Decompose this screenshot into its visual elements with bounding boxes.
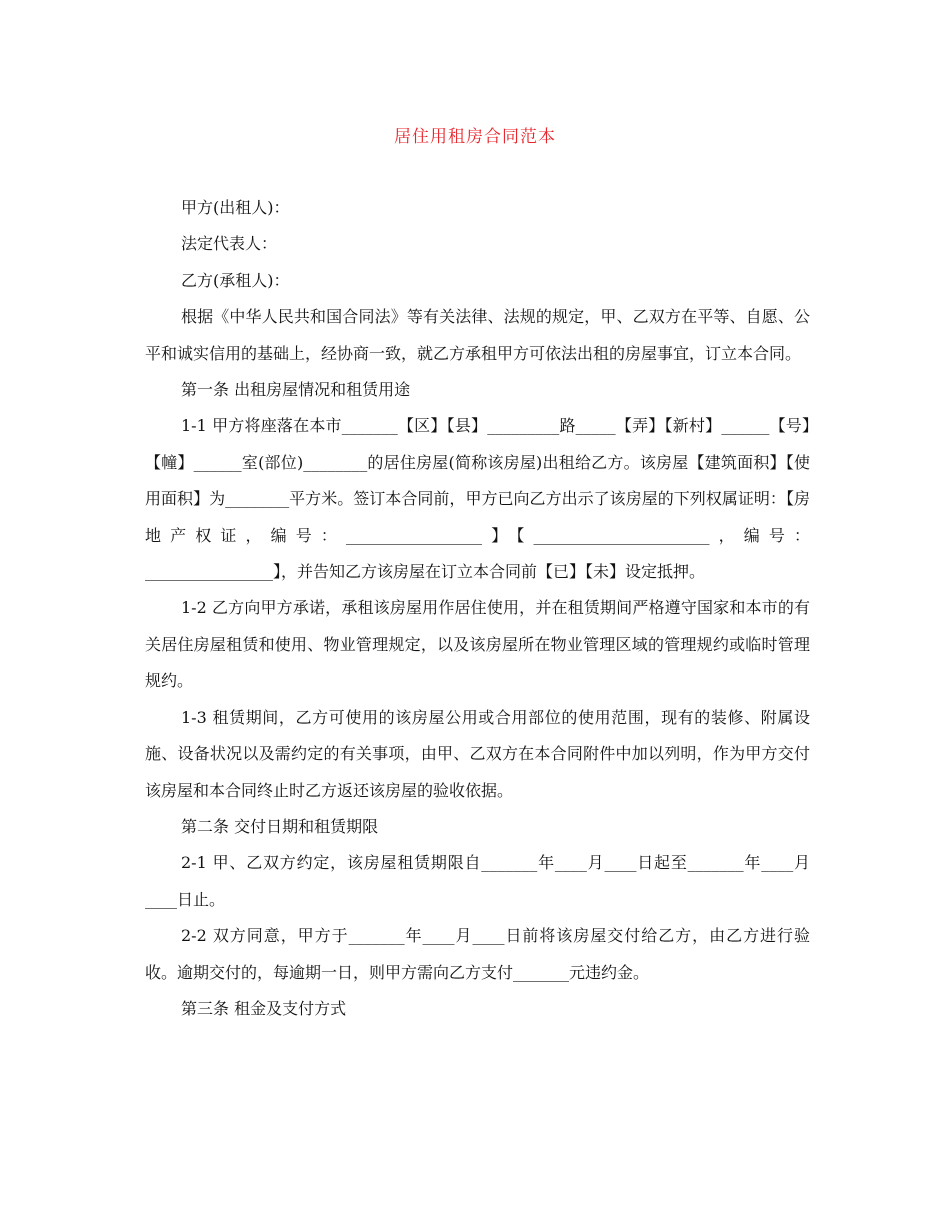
clause-1-2: 1-2 乙方向甲方承诺，承租该房屋用作居住使用，并在租赁期间严格遵守国家和本市的有关居住房屋租赁和使用、物业管理规定，以及该房屋所在物业管理区域的管理规约或临时管理规约。 [145,598,810,691]
article-2-heading: 第二条 交付日期和租赁期限 [181,816,379,836]
party-a-line: 甲方(出租人)： [181,198,290,217]
article-1-heading: 第一条 出租房屋情况和租赁用途 [181,380,411,400]
document-title: 居住用租房合同范本 [394,127,556,147]
document-body [145,190,810,1027]
preamble-paragraph: 根据《中华人民共和国合同法》等有关法律、法规的规定，甲、乙双方在平等、自愿、公平和诚实信用的基础上，经协商一致，就乙方承租甲方可依法出租的房屋事宜，订立本合同。 [145,307,810,363]
clause-1-1: 1-1 甲方将座落在本市_______【区】【县】_________路_____【弄】【新村】______【号】【幢】______室(部位)________的居住房屋(简称该房屋)出租给乙方。该房屋【建筑面积】【使用面积】为________平方米。签订本合同前，甲方已向乙方出示了该房屋的下列权属证明：【房地产权证，编号：_________________】【______________________，编号：________________】，并告知乙方该房屋在订立本合同前【已】【未】设定抵押。 [145,416,810,582]
article-3-heading: 第三条 租金及支付方式 [181,998,347,1018]
clause-2-2: 2-2 双方同意，甲方于_______年____月____日前将该房屋交付给乙方，由乙方进行验收。逾期交付的，每逾期一日，则甲方需向乙方支付_______元违约金。 [145,926,810,982]
clause-1-3: 1-3 租赁期间，乙方可使用的该房屋公用或合用部位的使用范围，现有的装修、附属设施、设备状况以及需约定的有关事项，由甲、乙双方在本合同附件中加以列明，作为甲方交付该房屋和本合同终止时乙方返还该房屋的验收依据。 [145,707,810,800]
legal-representative-line: 法定代表人： [181,234,278,254]
party-b-line: 乙方(承租人)： [181,270,290,290]
clause-2-1: 2-1 甲、乙双方约定，该房屋租赁期限自_______年____月____日起至_______年____月____日止。 [145,853,810,909]
